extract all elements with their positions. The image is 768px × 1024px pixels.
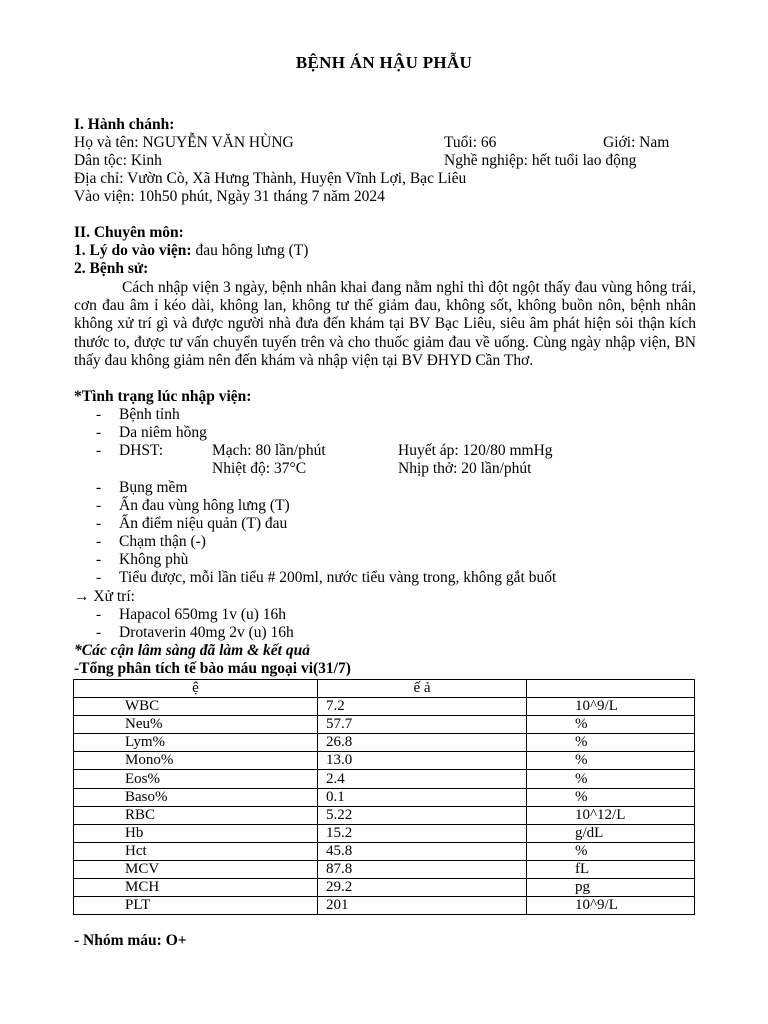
test-unit: 10^9/L — [527, 897, 695, 915]
reason-value: đau hông lưng (T) — [191, 242, 309, 259]
history-paragraph: Cách nhập viện 3 ngày, bệnh nhân khai đang nằm nghỉ thì đột ngột thấy đau vùng hông trái, cơn đau âm ỉ kéo dài, không lan, không tư thế giảm đau, không sốt, không buồn nôn, bệnh nhân không xử trí gì và được người nhà đưa đến khám tại BV Bạc Liêu, siêu âm phát hiện sỏi thận kích thước to, được tư vấn chuyển tuyến trên và cho thuốc giảm đau về uống. Cùng ngày nhập viện, BN thấy đau không giảm nên đến khám và nhập viện tại BV ĐHYD Cần Thơ. — [74, 279, 696, 369]
test-name: RBC — [74, 806, 318, 824]
test-value: 0.1 — [318, 788, 527, 806]
test-value: 45.8 — [318, 842, 527, 860]
table-row — [74, 860, 695, 878]
table-row — [74, 698, 695, 716]
patient-ethnicity: Dân tộc: Kinh — [74, 152, 162, 169]
reason-for-admission — [74, 242, 308, 260]
vital-signs-label: DHST: — [119, 442, 164, 459]
test-name: Eos% — [74, 770, 318, 788]
patient-occupation: Nghề nghiệp: hết tuổi lao động — [444, 152, 637, 169]
test-unit: 10^12/L — [527, 806, 695, 824]
test-unit: % — [527, 716, 695, 734]
patient-name: Họ và tên: NGUYỄN VĂN HÙNG — [74, 134, 294, 151]
table-row — [74, 897, 695, 915]
test-unit: % — [527, 842, 695, 860]
table-header-cell — [527, 680, 695, 698]
cbc-results-table — [73, 679, 695, 915]
test-value: 57.7 — [318, 716, 527, 734]
patient-age: Tuổi: 66 — [444, 134, 497, 151]
table-row — [74, 734, 695, 752]
test-name: WBC — [74, 698, 318, 716]
paraclinical-heading: *Các cận lâm sàng đã làm & kết quả — [74, 642, 310, 659]
table-header-cell: ế ả — [318, 680, 527, 698]
table-row — [74, 806, 695, 824]
test-name: Neu% — [74, 716, 318, 734]
history-heading: 2. Bệnh sử: — [74, 260, 149, 277]
test-value: 29.2 — [318, 879, 527, 897]
admission-time: Vào viện: 10h50 phút, Ngày 31 tháng 7 năm 2024 — [74, 188, 385, 205]
treatment-heading: → Xử trí: — [74, 588, 135, 605]
patient-sex: Giới: Nam — [603, 134, 670, 151]
table-row — [74, 716, 695, 734]
admission-status-heading: *Tình trạng lúc nhập viện: — [74, 388, 252, 405]
temperature: Nhiệt độ: 37°C — [212, 460, 307, 477]
test-value: 7.2 — [318, 698, 527, 716]
table-row — [74, 770, 695, 788]
test-unit: % — [527, 734, 695, 752]
table-row — [74, 752, 695, 770]
patient-address: Địa chỉ: Vườn Cò, Xã Hưng Thành, Huyện Vĩnh Lợi, Bạc Liêu — [74, 170, 467, 187]
section-administrative-heading: I. Hành chánh: — [74, 116, 175, 133]
test-value: 2.4 — [318, 770, 527, 788]
blood-group: - Nhóm máu: O+ — [74, 932, 187, 949]
test-name: Mono% — [74, 752, 318, 770]
respiratory-rate: Nhịp thở: 20 lần/phút — [398, 460, 532, 477]
test-name: MCH — [74, 879, 318, 897]
test-value: 15.2 — [318, 824, 527, 842]
test-unit: g/dL — [527, 824, 695, 842]
blood-pressure: Huyết áp: 120/80 mmHg — [398, 442, 553, 459]
test-unit: % — [527, 788, 695, 806]
test-value: 87.8 — [318, 860, 527, 878]
test-unit: % — [527, 752, 695, 770]
test-name: Hb — [74, 824, 318, 842]
test-name: MCV — [74, 860, 318, 878]
cbc-heading: -Tổng phân tích tế bào máu ngoại vi(31/7) — [74, 660, 351, 677]
test-unit: fL — [527, 860, 695, 878]
test-name: Baso% — [74, 788, 318, 806]
section-specialty-heading: II. Chuyên môn: — [74, 224, 184, 241]
test-value: 201 — [318, 897, 527, 915]
table-row — [74, 879, 695, 897]
page-title: BỆNH ÁN HẬU PHẪU — [295, 53, 473, 72]
test-unit: pg — [527, 879, 695, 897]
table-row — [74, 788, 695, 806]
test-name: Hct — [74, 842, 318, 860]
test-value: 13.0 — [318, 752, 527, 770]
table-row — [74, 842, 695, 860]
test-name: PLT — [74, 897, 318, 915]
test-unit: 10^9/L — [527, 698, 695, 716]
reason-label: 1. Lý do vào viện: — [74, 242, 192, 259]
test-value: 26.8 — [318, 734, 527, 752]
table-header-cell: ệ — [74, 680, 318, 698]
test-name: Lym% — [74, 734, 318, 752]
document-page: BỆNH ÁN HẬU PHẪU I. Hành chánh: Họ và tên: NGUYỄN VĂN HÙNG Tuổi: 66 Giới: Nam Dân tộc: Kinh Nghề nghiệp: hết tuổi lao động Địa chỉ: Vườn Cò, Xã Hưng Thành, Huyện Vĩnh Lợi, Bạc Liêu Vào viện: 10h50 phút, Ngày 31 tháng 7 năm 2024 II. Chuyên môn: 1. Lý do vào viện: đau hông lưng (T) 2. Bệnh sử: Cách nhập viện 3 ngày, bệnh nhân khai đang nằm nghỉ thì đột ngột thấy đau vùng hông trái, cơn đau âm ỉ kéo dài, không lan, không tư thế giảm đau, không sốt, không buồn nôn, bệnh nhân không xử trí gì và được người nhà đưa đến khám tại BV Bạc Liêu, siêu âm phát hiện sỏi thận kích thước to, được tư vấn chuyển tuyến trên và cho thuốc giảm đau về uống. Cùng ngày nhập viện, BN thấy đau không giảm nên đến khám và nhập viện tại BV ĐHYD Cần Thơ. *Tình trạng lúc nhập viện: - Bệnh tỉnh - Da niêm hồng - DHST: Mạch: 80 lần/phút Huyết áp: 120/80 mmHg Nhiệt độ: 37°C Nhịp thở: 20 lần/phút - Bụng mềm - Ấn đau vùng hông lưng (T) - Ấn điểm niệu quản (T) đau - Chạm thận (-) - Không phù - Tiểu được, mỗi lần tiểu # 200ml, nước tiểu vàng trong, không gắt buốt → Xử trí: - Hapacol 650mg 1v (u) 16h - Drotaverin 40mg 2v (u) 16h *Các cận lâm sàng đã làm & kết quả -Tổng phân tích tế bào máu ngoại vi(31/7) ệ ế ả WBC 7.2 10^9/L Neu% 57.7 % Lym% 26.8 % Mono% 13.0 % Eos% 2.4 % Baso% 0.1 % RBC 5.22 10^12/L Hb 15.2 g/dL Hct 45.8 % MCV 87.8 fL MCH 29.2 pg PLT 201 10^9/L - Nhóm máu: O+ — [0, 0, 768, 1024]
pulse: Mạch: 80 lần/phút — [212, 442, 326, 459]
table-header-row — [74, 680, 695, 698]
table-row — [74, 824, 695, 842]
test-unit: % — [527, 770, 695, 788]
test-value: 5.22 — [318, 806, 527, 824]
